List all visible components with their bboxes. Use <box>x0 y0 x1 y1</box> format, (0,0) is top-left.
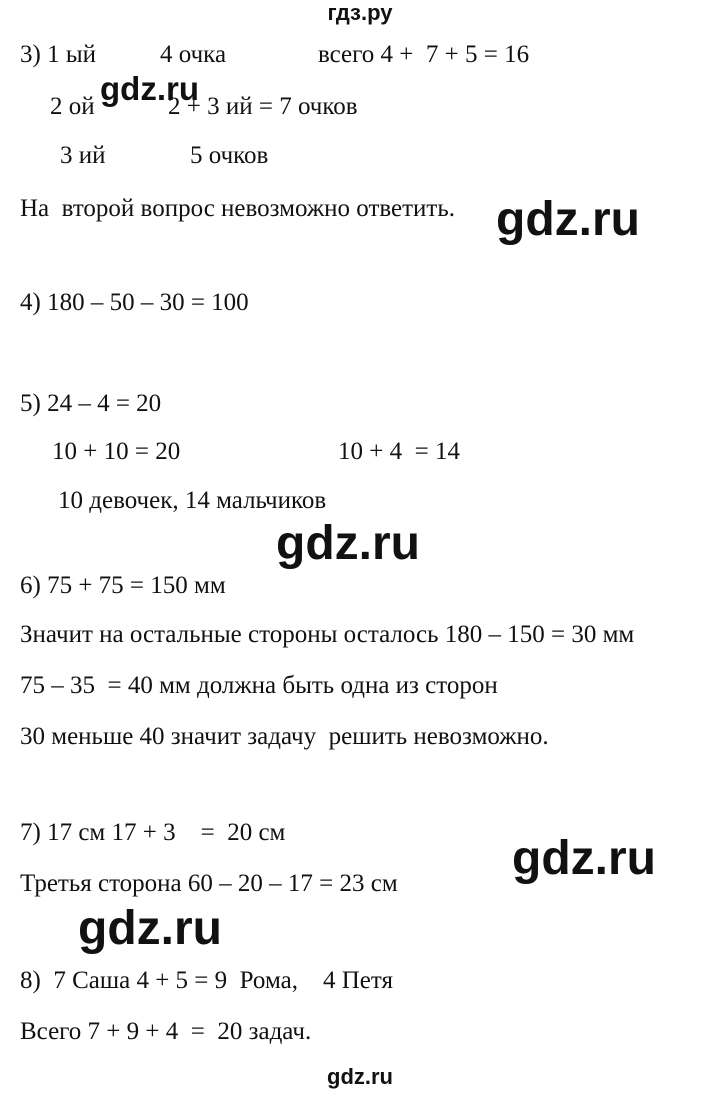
line-5-boys: 10 + 4 = 14 <box>338 438 460 465</box>
line-5-first: 5) 24 – 4 = 20 <box>20 390 162 417</box>
line-7-first: 7) 17 см 17 + 3 = 20 см <box>20 819 286 846</box>
line-7-second: Третья сторона 60 – 20 – 17 = 23 см <box>20 870 398 897</box>
watermark: gdz.ru <box>78 902 222 955</box>
watermark: gdz.ru <box>100 70 199 107</box>
line-3-third: 3 ий <box>60 142 106 169</box>
footer-watermark: gdz.ru <box>327 1064 393 1089</box>
line-3-first: 3) 1 ый <box>20 41 97 68</box>
watermark: gdz.ru <box>512 832 656 885</box>
line-4: 4) 180 – 50 – 30 = 100 <box>20 289 249 316</box>
line-3-second-calc: 2 + 3 ий = 7 очков <box>168 93 358 120</box>
line-3-second: 2 ой <box>50 93 95 120</box>
line-6-second: Значит на остальные стороны осталось 180 – 150 = 30 мм <box>20 621 635 648</box>
line-5-answer: 10 девочек, 14 мальчиков <box>58 487 327 514</box>
header-title: гдз.ру <box>327 0 393 25</box>
line-8-first: 8) 7 Саша 4 + 5 = 9 Рома, 4 Петя <box>20 967 393 994</box>
line-3-first-points: 4 очка <box>160 41 227 68</box>
line-6-conclusion: 30 меньше 40 значит задачу решить невозможно. <box>20 723 549 750</box>
watermark: gdz.ru <box>276 517 420 570</box>
line-3-total: всего 4 + 7 + 5 = 16 <box>318 41 530 68</box>
line-5-girls: 10 + 10 = 20 <box>52 438 181 465</box>
line-6-first: 6) 75 + 75 = 150 мм <box>20 572 226 599</box>
line-3-conclusion: На второй вопрос невозможно ответить. <box>20 195 455 222</box>
watermark: gdz.ru <box>496 193 640 246</box>
line-6-third: 75 – 35 = 40 мм должна быть одна из сторон <box>20 672 498 699</box>
line-3-third-points: 5 очков <box>190 142 269 169</box>
line-8-total: Всего 7 + 9 + 4 = 20 задач. <box>20 1018 312 1045</box>
